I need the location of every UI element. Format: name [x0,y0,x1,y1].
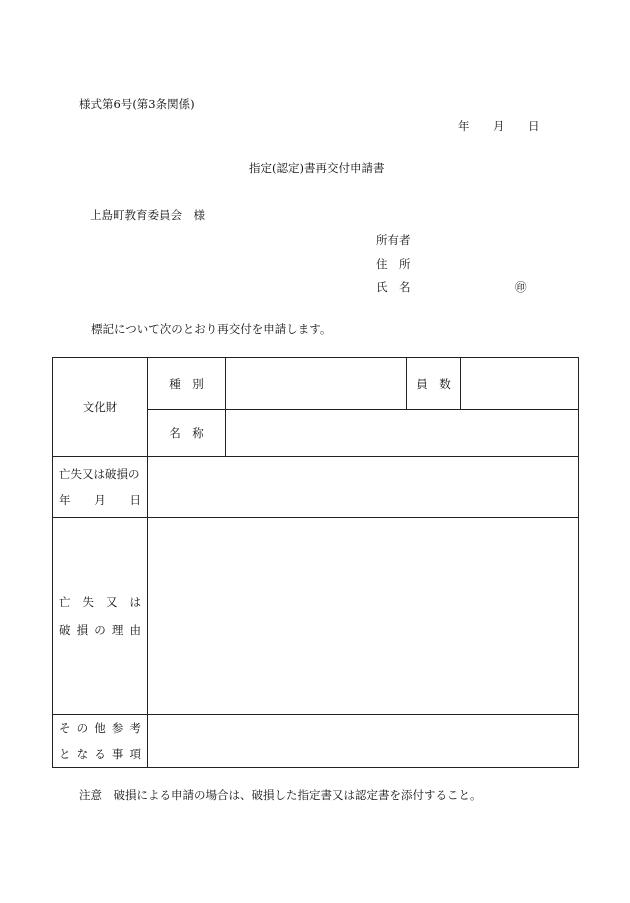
address-label-2: 所 [399,257,411,271]
loss-date-input-cell[interactable] [148,457,579,518]
loss-date-label-cell [53,457,148,518]
other-label-cell [53,715,148,768]
other-char-5: 考 [129,721,141,735]
addressee: 上島町教育委員会 様 [90,208,205,222]
reason-char-8: 理 [111,623,124,637]
other-char-8: る [94,747,106,761]
type-label-2: 別 [192,376,204,391]
type-label-cell [148,358,226,410]
other-char-10: 項 [129,747,141,761]
loss-date-year: 年 [59,493,71,507]
reason-char-1: 亡 [59,595,71,609]
date-month-label: 月 [493,119,505,133]
owner-label: 所有者 [376,233,411,247]
count-label-2: 数 [439,376,451,391]
count-label-cell [407,358,461,410]
address-label-1: 住 [376,257,388,271]
page-title: 指定(認定)書再交付申請書 [249,161,385,175]
count-input-cell[interactable] [461,358,579,410]
name-label-2: 名 [399,280,411,294]
reason-line1 [59,588,141,616]
reason-char-9: 由 [129,623,141,637]
reason-label-cell [53,518,148,715]
other-char-6: と [59,747,71,761]
type-label-1: 種 [169,376,181,391]
other-char-4: 参 [111,721,124,735]
form-number: 様式第6号(第3条関係) [79,97,195,111]
loss-date-line1: 亡失又は破損の [59,467,140,481]
other-line2 [59,741,141,767]
seal-mark: ㊞ [515,280,527,294]
reason-char-2: 失 [82,595,94,609]
count-label-1: 員 [416,376,428,391]
property-name-label-2: 称 [192,426,204,440]
other-char-1: そ [59,721,71,735]
reason-line2 [59,616,141,644]
cultural-property-label: 文化財 [53,358,148,457]
other-input-cell[interactable] [148,715,579,768]
date-year-label: 年 [458,119,470,133]
reason-char-4: は [129,595,141,609]
name-label-1: 氏 [376,280,388,294]
property-name-label-1: 名 [169,426,181,440]
intro-text: 標記について次のとおり再交付を申請します。 [91,322,332,336]
other-line1 [59,715,141,741]
other-char-3: 他 [94,721,106,735]
type-input-cell[interactable] [226,358,407,410]
other-char-9: 事 [111,747,124,761]
reason-input-cell[interactable] [148,518,579,715]
loss-date-month: 月 [94,493,106,507]
name-label-cell [148,410,226,457]
date-day-label: 日 [528,119,540,133]
application-table [52,357,579,768]
loss-date-day: 日 [129,493,141,507]
property-name-input-cell[interactable] [226,410,579,457]
reason-char-5: 破 [59,623,71,637]
loss-date-line2 [59,487,141,513]
other-char-7: な [76,747,89,761]
reason-char-7: の [94,623,106,637]
other-char-2: の [76,721,89,735]
reason-char-6: 損 [76,623,89,637]
note-text: 注意 破損による申請の場合は、破損した指定書又は認定書を添付すること。 [79,788,482,802]
reason-char-3: 又 [106,595,118,609]
